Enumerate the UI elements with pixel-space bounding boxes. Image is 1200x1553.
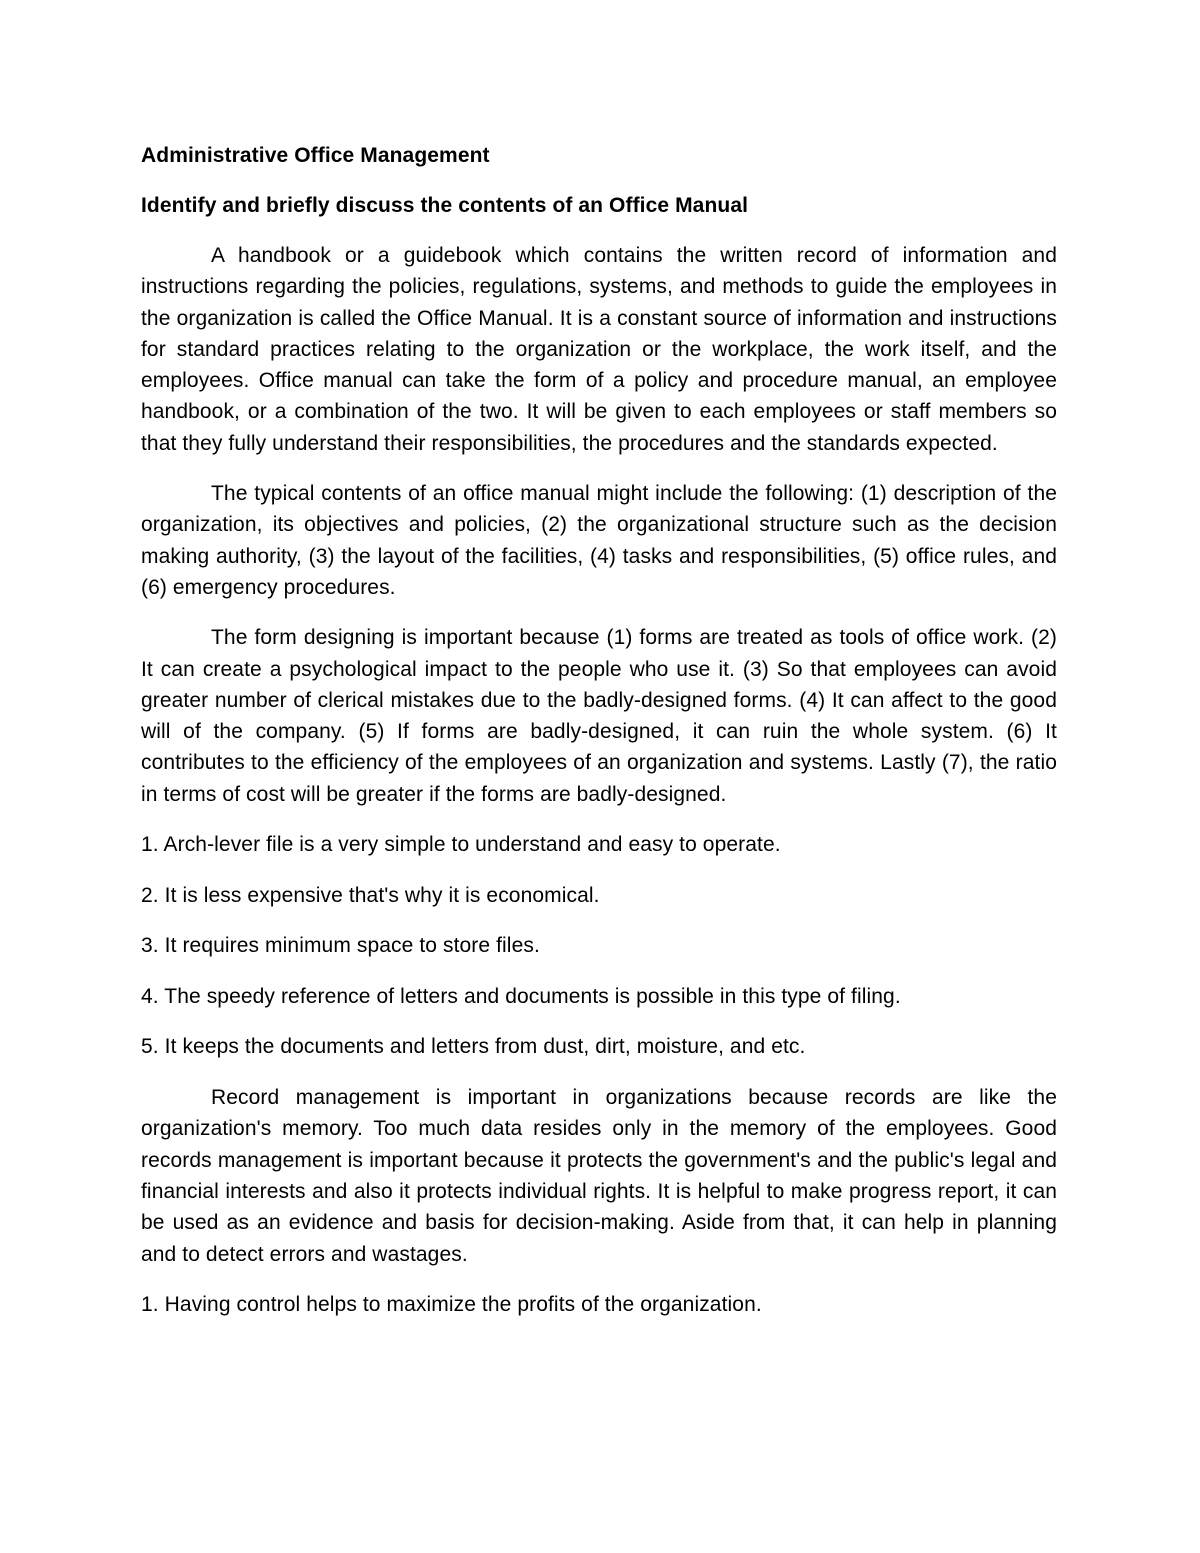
list-item: 4. The speedy reference of letters and documents is possible in this type of filing. (141, 984, 901, 1008)
list-item: 1. Having control helps to maximize the profits of the organization. (141, 1292, 762, 1316)
document-page (141, 140, 1057, 1339)
list-item: 5. It keeps the documents and letters from dust, dirt, moisture, and etc. (141, 1035, 806, 1059)
list-item: 3. It requires minimum space to store files. (141, 934, 540, 958)
paragraph-record-management: Record management is important in organizations because records are like the organization's memory. Too much data resides only in the memory of the employees. Good records management is important because it protects the government's and the public's legal and financial interests and also it protects individual rights. It is helpful to make progress report, it can be used as an evidence and basis for decision-making. Aside from that, it can help in planning and to detect errors and wastages. (141, 1086, 1057, 1266)
paragraph-form-designing: The form designing is important because (1) forms are treated as tools of office work. (2) It can create a psychological impact to the people who use it. (3) So that employees can avoid greater number of clerical mistakes due to the badly-designed forms. (4) It can affect to the good will of the company. (5) If forms are badly-designed, it can ruin the whole system. (6) It contributes to the efficiency of the employees of an organization and systems. Lastly (7), the ratio in terms of cost will be greater if the forms are badly-designed. (141, 626, 1057, 806)
document-subtitle: Identify and briefly discuss the contents of an Office Manual (141, 194, 749, 217)
paragraph-office-manual: A handbook or a guidebook which contains the written record of information and instructions regarding the policies, regulations, systems, and methods to guide the employees in the organization is called the Office Manual. It is a constant source of information and instructions for standard practices relating to the organization or the workplace, the work itself, and the employees. Office manual can take the form of a policy and procedure manual, an employee handbook, or a combination of the two. It will be given to each employees or staff members so that they fully understand their responsibilities, the procedures and the standards expected. (141, 244, 1057, 455)
list-item: 1. Arch-lever file is a very simple to understand and easy to operate. (141, 833, 781, 857)
document-title: Administrative Office Management (141, 144, 490, 167)
paragraph-manual-contents: The typical contents of an office manual might include the following: (1) description of the organization, its objectives and policies, (2) the organizational structure such as the decision making authority, (3) the layout of the facilities, (4) tasks and responsibilities, (5) office rules, and (6) emergency procedures. (141, 482, 1057, 599)
list-item: 2. It is less expensive that's why it is economical. (141, 883, 600, 907)
